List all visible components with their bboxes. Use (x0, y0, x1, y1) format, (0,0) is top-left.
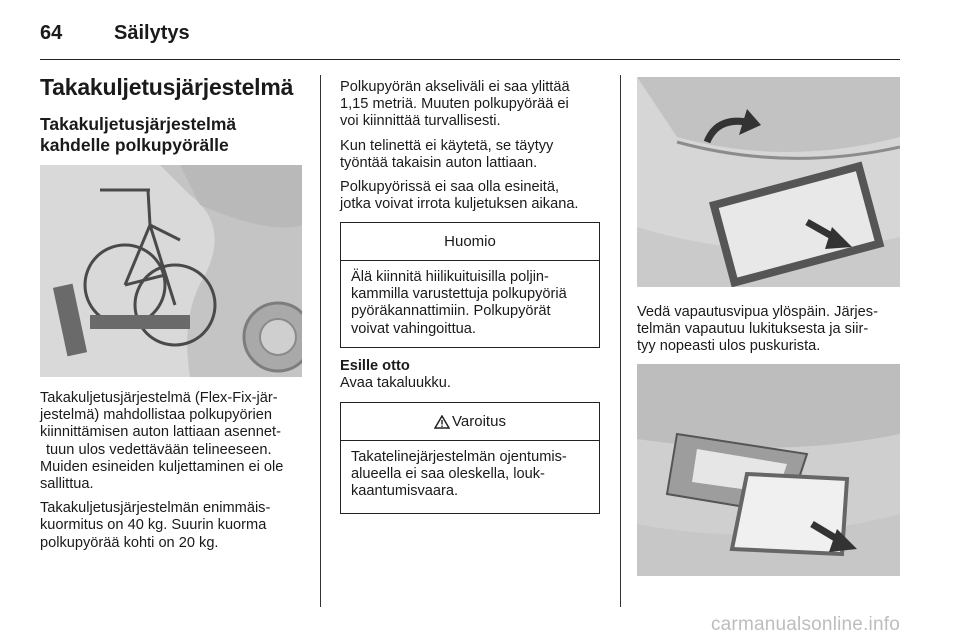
text-line: 1,15 metriä. Muuten polkupyörää ei (340, 96, 569, 113)
subheading-line: Takakuljetusjärjestelmä (40, 114, 237, 134)
text-line: voivat vahingoittua. (351, 320, 476, 337)
text-line: Takakuljetusjärjestelmän enimmäis- (40, 500, 271, 517)
notice-title: Huomio (341, 223, 599, 261)
removal-section (340, 358, 605, 392)
text-line: Polkupyörissä ei saa olla esineitä, (340, 179, 560, 196)
section-title: Säilytys (114, 22, 190, 44)
text-line: jotka voivat irrota kuljetuksen aikana. (340, 196, 579, 213)
warning-title: Varoitus (452, 413, 506, 430)
text-line: kiinnittämisen auton lattiaan asennet- (40, 424, 281, 441)
text-line: kaantumisvaara. (351, 483, 459, 500)
text-line: alueella ei saa oleskella, louk- (351, 466, 545, 483)
paragraph (340, 79, 605, 131)
text-line: Vedä vapautusvipua ylöspäin. Järjes- (637, 304, 878, 320)
paragraph (340, 179, 605, 213)
text-line: Polkupyörän akseliväli ei saa ylittää (340, 79, 570, 95)
watermark: carmanualsonline.info (710, 614, 900, 635)
warning-triangle-icon (434, 415, 450, 429)
warning-box (340, 402, 600, 514)
bike-carrier-illustration (40, 165, 302, 377)
page-heading: Takakuljetusjärjestelmä (40, 74, 294, 100)
column-1-text (40, 390, 310, 559)
text-line: jestelmä) mahdollistaa polkupyörien (40, 407, 272, 424)
notice-body (341, 261, 599, 338)
text-line: sallittua. (40, 476, 94, 493)
text-line: Älä kiinnitä hiilikuituisilla poljin- (351, 269, 549, 285)
column-divider (620, 75, 621, 607)
instruction-text: Avaa takaluukku. (340, 375, 451, 392)
column-3-text (637, 304, 907, 363)
text-line: Kun telinettä ei käytetä, se täytyy (340, 137, 554, 154)
text-line: pyöräkannattimiin. Polkupyörät (351, 303, 551, 320)
text-line: tuun ulos vedettävään telineeseen. (46, 441, 272, 458)
release-lever-illustration (637, 77, 900, 287)
caption (637, 304, 907, 356)
text-line: Takakuljetusjärjestelmä (Flex-Fix-jär- (40, 390, 278, 406)
section-subheading: Esille otto (340, 358, 410, 374)
text-line: polkupyörää kohti on 20 kg. (40, 534, 219, 551)
subheading (40, 114, 300, 156)
text-line: telmän vapautuu lukituksesta ja siir- (637, 321, 869, 338)
paragraph (40, 500, 310, 552)
subheading-line: kahdelle polkupyörälle (40, 135, 229, 155)
text-line: Takatelinejärjestelmän ojentumis- (351, 449, 567, 465)
column-2-text (340, 79, 605, 220)
text-line: työntää takaisin auton lattiaan. (340, 154, 538, 171)
warning-body (341, 441, 599, 501)
paragraph (40, 390, 310, 493)
column-divider (320, 75, 321, 607)
text-line: Muiden esineiden kuljettaminen ei ole (40, 458, 284, 475)
text-line: tyy nopeasti ulos puskurista. (637, 338, 821, 355)
paragraph (340, 138, 605, 172)
warning-header (341, 403, 599, 441)
header-rule (40, 59, 900, 60)
text-line: kammilla varustettuja polkupyöriä (351, 286, 567, 303)
carrier-extended-illustration (637, 364, 900, 576)
text-line: kuormitus on 40 kg. Suurin kuorma (40, 517, 267, 534)
page-number: 64 (40, 22, 63, 44)
text-line: voi kiinnittää turvallisesti. (340, 113, 501, 130)
notice-box (340, 222, 600, 348)
